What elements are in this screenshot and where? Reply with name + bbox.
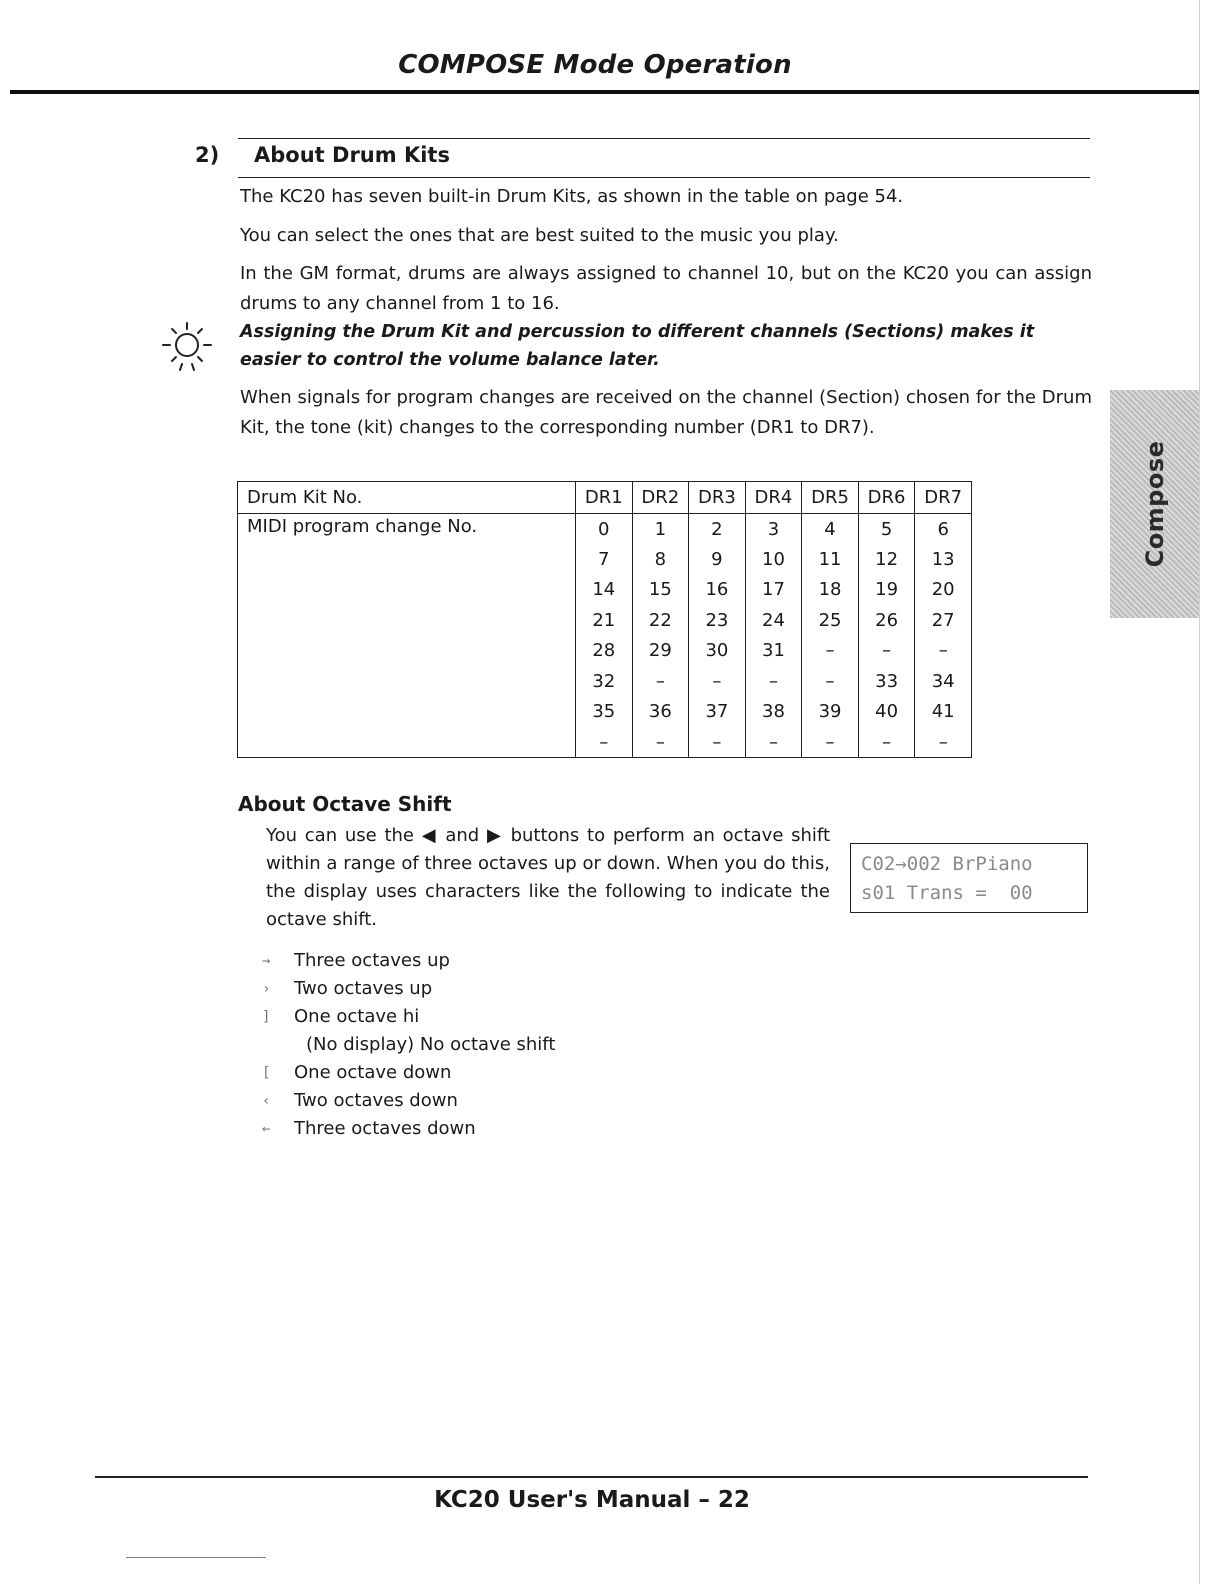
column-header: DR5	[802, 482, 859, 514]
table-cell: 25	[802, 605, 859, 636]
footer-rule	[95, 1476, 1088, 1478]
octave-symbol-icon: ‹	[262, 1093, 271, 1109]
table-cell: –	[802, 666, 859, 697]
list-item	[262, 947, 555, 975]
table-cell: 22	[632, 605, 689, 636]
section-number: 2)	[195, 143, 220, 167]
paragraph-select: You can select the ones that are best suited to the music you play.	[240, 225, 839, 246]
list-item-label: One octave hi	[294, 1006, 420, 1027]
table-cell: 15	[632, 575, 689, 606]
table-cell: 6	[915, 514, 972, 545]
header-rule	[10, 90, 1200, 94]
list-item	[262, 1115, 555, 1143]
octave-symbol-icon: ←	[262, 1121, 271, 1137]
paragraph-program-change: When signals for program changes are received on the channel (Section) chosen for the Drum Kit, the tone (kit) changes to the corresponding number (DR1 to DR7).	[240, 387, 1092, 438]
table-cell: 41	[915, 697, 972, 728]
column-header: DR1	[576, 482, 633, 514]
octave-symbol-icon: ]	[262, 1009, 271, 1025]
column-header: DR4	[745, 482, 802, 514]
lcd-display	[850, 843, 1088, 913]
table-cell: –	[802, 636, 859, 667]
octave-shift-title: About Octave Shift	[238, 792, 452, 816]
table-cell: 18	[802, 575, 859, 606]
table-cell: –	[745, 727, 802, 758]
table-cell: 8	[632, 544, 689, 575]
table-cell: 35	[576, 697, 633, 728]
tip-text: Assigning the Drum Kit and percussion to different channels (Sections) makes it easier to control the volume balance later.	[240, 322, 1035, 370]
footer-page-label: KC20 User's Manual – 22	[434, 1487, 750, 1513]
table-cell: 21	[576, 605, 633, 636]
table-cell: 38	[745, 697, 802, 728]
list-item-label: Three octaves up	[294, 950, 450, 971]
table-cell: 4	[802, 514, 859, 545]
table-cell: 2	[689, 514, 746, 545]
table-cell: 30	[689, 636, 746, 667]
table-cell: –	[576, 727, 633, 758]
table-cell: –	[632, 727, 689, 758]
table-cell: 16	[689, 575, 746, 606]
list-item	[262, 1031, 555, 1059]
footer-small-rule	[126, 1557, 266, 1558]
list-item-label: Two octaves down	[294, 1090, 458, 1111]
paragraph-intro: The KC20 has seven built-in Drum Kits, as shown in the table on page 54.	[240, 186, 904, 207]
column-header: DR7	[915, 482, 972, 514]
table-cell: 20	[915, 575, 972, 606]
list-item-label: Three octaves down	[294, 1118, 476, 1139]
table-cell: –	[858, 727, 915, 758]
column-header: DR3	[689, 482, 746, 514]
octave-symbol-icon: [	[262, 1065, 271, 1081]
table-cell: 5	[858, 514, 915, 545]
table-cell: 17	[745, 575, 802, 606]
list-item	[262, 1059, 555, 1087]
table-cell: –	[689, 666, 746, 697]
list-item-label: One octave down	[294, 1062, 452, 1083]
table-cell: 27	[915, 605, 972, 636]
table-cell: 34	[915, 666, 972, 697]
table-cell: 33	[858, 666, 915, 697]
table-cell: 9	[689, 544, 746, 575]
lcd-line-2: s01 Trans = 00	[861, 882, 1033, 904]
page-edge-line	[1199, 0, 1200, 1584]
column-header: DR2	[632, 482, 689, 514]
table-cell: 40	[858, 697, 915, 728]
table-cell: –	[915, 636, 972, 667]
lcd-line-1: C02→002 BrPiano	[861, 853, 1033, 875]
table-cell: 14	[576, 575, 633, 606]
table-cell: –	[915, 727, 972, 758]
section-rule-bottom	[238, 177, 1090, 178]
table-cell: –	[689, 727, 746, 758]
table-cell: 11	[802, 544, 859, 575]
table-cell: 23	[689, 605, 746, 636]
table-row	[238, 514, 972, 545]
table-cell: 7	[576, 544, 633, 575]
table-header-label: Drum Kit No.	[238, 482, 576, 514]
list-item	[262, 1003, 555, 1031]
table-cell: –	[632, 666, 689, 697]
table-cell: 19	[858, 575, 915, 606]
octave-symbol-icon: →	[262, 953, 271, 969]
table-cell: 39	[802, 697, 859, 728]
side-tab-label: Compose	[1141, 440, 1169, 568]
table-cell: 10	[745, 544, 802, 575]
table-cell: 1	[632, 514, 689, 545]
table-row-label: MIDI program change No.	[238, 514, 576, 758]
drum-kit-table	[237, 481, 972, 758]
section-title: About Drum Kits	[254, 143, 450, 167]
list-item	[262, 1087, 555, 1115]
list-item	[262, 975, 555, 1003]
table-cell: 32	[576, 666, 633, 697]
list-item-label: Two octaves up	[294, 978, 433, 999]
section-rule-top	[238, 138, 1090, 139]
table-cell: 31	[745, 636, 802, 667]
table-header-row	[238, 482, 972, 514]
table-cell: –	[802, 727, 859, 758]
table-cell: 36	[632, 697, 689, 728]
table-cell: 26	[858, 605, 915, 636]
table-cell: 28	[576, 636, 633, 667]
table-cell: 3	[745, 514, 802, 545]
octave-shift-paragraph: You can use the ◀ and ▶ buttons to perform an octave shift within a range of three octaves up or down. When you do this, the display uses characters like the following to indicate the octave shift.	[266, 825, 830, 930]
table-cell: 13	[915, 544, 972, 575]
table-cell: 29	[632, 636, 689, 667]
table-cell: 0	[576, 514, 633, 545]
column-header: DR6	[858, 482, 915, 514]
table-cell: –	[745, 666, 802, 697]
table-cell: 37	[689, 697, 746, 728]
list-item-label: (No display) No octave shift	[306, 1034, 556, 1055]
octave-symbol-list	[262, 947, 555, 1143]
table-cell: –	[858, 636, 915, 667]
compose-side-tab	[1110, 390, 1200, 618]
table-cell: 24	[745, 605, 802, 636]
octave-symbol-icon: ›	[262, 981, 271, 997]
table-cell: 12	[858, 544, 915, 575]
page-header-title: COMPOSE Mode Operation	[398, 50, 792, 80]
tip-lightbulb-icon	[160, 320, 214, 374]
paragraph-gm-format: In the GM format, drums are always assigned to channel 10, but on the KC20 you can assign drums to any channel from 1 to 16.	[240, 263, 1092, 314]
